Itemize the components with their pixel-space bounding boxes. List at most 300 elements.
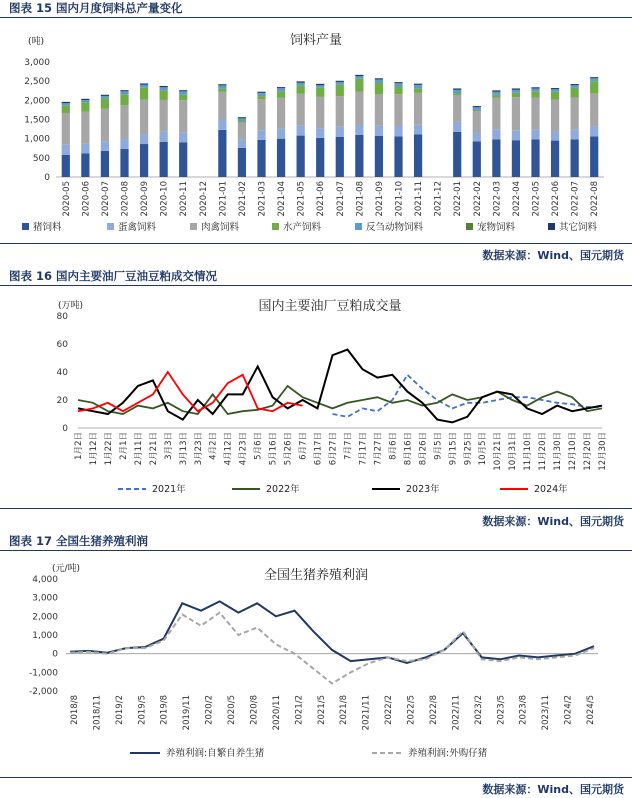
x-tick-label: 7月17日: [358, 432, 369, 466]
bar-segment: [62, 106, 70, 113]
x-tick-label: 2022-02: [472, 181, 483, 217]
legend-label: 反刍动物饲料: [366, 222, 424, 233]
bar-segment: [218, 89, 226, 92]
bar-segment: [316, 88, 324, 97]
x-tick-label: 10月31日: [508, 432, 519, 471]
y-tick-label: 1,000: [24, 134, 50, 145]
x-tick-label: 2020-09: [140, 181, 151, 217]
x-tick-label: 7月7日: [343, 432, 354, 460]
x-tick-label: 2018/8: [70, 695, 80, 725]
legend-label: 蛋禽饲料: [118, 222, 157, 233]
x-tick-label: 4月23日: [238, 432, 249, 466]
section-divider: [0, 285, 632, 286]
bar-segment: [140, 83, 148, 84]
bar-segment: [297, 83, 305, 85]
bar-segment: [101, 141, 109, 151]
bar-segment: [81, 153, 89, 177]
bar-segment: [120, 90, 128, 91]
bar-segment: [160, 87, 168, 90]
y-tick-label: 4,000: [32, 575, 58, 585]
bar-segment: [316, 97, 324, 128]
legend-swatch: [107, 223, 114, 230]
bar-segment: [375, 83, 383, 95]
bar-segment: [473, 133, 481, 142]
bar-segment: [101, 151, 109, 177]
bar-segment: [179, 100, 187, 132]
bar-segment: [531, 87, 539, 88]
bar-segment: [238, 117, 246, 118]
bar-segment: [179, 132, 187, 142]
y-tick-label: 80: [56, 312, 68, 322]
bar-segment: [492, 130, 500, 140]
x-tick-label: 11月10日: [523, 432, 534, 471]
x-tick-label: 2022/8: [428, 695, 439, 725]
bar-segment: [414, 84, 422, 85]
bar-segment: [453, 132, 461, 177]
bar-segment: [571, 139, 579, 177]
legend-label: 养殖利润:自繁自养生猪: [166, 748, 265, 759]
bar-segment: [355, 92, 363, 125]
bar-segment: [140, 85, 148, 88]
bar-segment: [62, 145, 70, 155]
bar-segment: [551, 131, 559, 141]
x-tick-label: 2024/2: [563, 695, 574, 725]
data-source: 数据来源：Wind、国元期货: [482, 249, 624, 262]
legend-label: 2021年: [152, 484, 186, 495]
x-tick-label: 2019/5: [137, 695, 148, 725]
section-divider: [0, 508, 632, 509]
y-tick-label: 20: [56, 396, 68, 406]
bar-segment: [120, 94, 128, 105]
bar-segment: [81, 144, 89, 154]
section-divider: [0, 17, 632, 18]
bar-segment: [394, 136, 402, 177]
y-axis-unit: (元/吨): [52, 564, 81, 574]
bar-segment: [394, 84, 402, 87]
x-tick-label: 4月12日: [223, 432, 234, 466]
bar-segment: [238, 139, 246, 147]
bar-segment: [453, 93, 461, 95]
bar-segment: [316, 128, 324, 138]
x-tick-label: 2021-07: [335, 181, 346, 217]
x-tick-label: 2月21日: [148, 432, 159, 466]
bar-segment: [512, 130, 520, 140]
x-tick-label: 3月13日: [178, 432, 189, 466]
bar-segment: [160, 86, 168, 87]
bar-segment: [120, 105, 128, 139]
feed-production-chart: [0, 20, 632, 245]
legend-swatch: [466, 223, 473, 230]
x-tick-label: 2019/11: [182, 695, 193, 731]
bar-segment: [571, 130, 579, 140]
x-tick-label: 2023/11: [541, 695, 552, 731]
bar-segment: [551, 92, 559, 100]
x-tick-label: 1月12日: [88, 432, 99, 466]
bar-segment: [81, 111, 89, 143]
bar-segment: [218, 84, 226, 85]
x-tick-label: 2022/5: [406, 695, 417, 725]
legend-label: 水产饲料: [283, 222, 322, 233]
x-tick-label: 5月16日: [268, 432, 279, 466]
bar-segment: [140, 134, 148, 144]
bar-segment: [590, 79, 598, 81]
x-tick-label: 2020-10: [159, 181, 170, 217]
bar-segment: [140, 88, 148, 100]
bar-segment: [375, 94, 383, 126]
bar-segment: [453, 90, 461, 93]
x-tick-label: 2021-09: [374, 181, 385, 217]
bar-segment: [277, 87, 285, 88]
legend-label: 肉禽饲料: [201, 222, 240, 233]
y-tick-label: -2,000: [28, 687, 58, 697]
bar-segment: [394, 82, 402, 83]
bar-segment: [218, 92, 226, 120]
bar-segment: [336, 85, 344, 97]
data-source: 数据来源：Wind、国元期货: [482, 783, 624, 796]
bar-segment: [120, 149, 128, 177]
bar-segment: [512, 97, 520, 130]
legend-swatch: [190, 223, 197, 230]
bar-segment: [473, 141, 481, 177]
bar-segment: [101, 95, 109, 96]
x-tick-label: 2020/5: [227, 695, 238, 725]
bar-segment: [512, 88, 520, 89]
bar-segment: [355, 79, 363, 92]
bar-segment: [179, 92, 187, 95]
bar-segment: [414, 124, 422, 134]
bar-segment: [375, 78, 383, 79]
bar-segment: [551, 90, 559, 92]
bar-segment: [297, 85, 305, 93]
x-tick-label: 2022-05: [531, 181, 542, 217]
x-tick-label: 2021-06: [316, 181, 327, 217]
x-tick-label: 5月26日: [283, 432, 294, 466]
y-tick-label: 1,500: [24, 115, 50, 126]
x-tick-label: 12月20日: [583, 432, 594, 471]
bar-segment: [492, 139, 500, 177]
bar-segment: [62, 103, 70, 105]
bar-segment: [531, 97, 539, 129]
bar-segment: [160, 131, 168, 141]
bar-segment: [238, 148, 246, 177]
bar-segment: [101, 99, 109, 109]
bar-segment: [336, 96, 344, 127]
bar-segment: [571, 97, 579, 129]
bar-segment: [316, 84, 324, 85]
bar-segment: [277, 129, 285, 139]
x-tick-label: 2020/8: [249, 695, 260, 725]
data-source: 数据来源：Wind、国元期货: [482, 515, 624, 528]
x-tick-label: 6月17日: [313, 432, 324, 466]
bar-segment: [414, 134, 422, 177]
bar-segment: [257, 93, 265, 96]
bar-segment: [571, 88, 579, 98]
x-tick-label: 2021-02: [237, 181, 248, 217]
bar-segment: [81, 103, 89, 112]
soymeal-volume-chart: [0, 288, 632, 506]
x-tick-label: 1月22日: [103, 432, 114, 466]
legend-swatch: [355, 223, 362, 230]
x-tick-label: 8月6日: [388, 432, 399, 460]
bar-segment: [316, 138, 324, 177]
x-tick-label: 2019/2: [114, 695, 125, 725]
y-tick-label: 0: [62, 424, 68, 434]
x-tick-label: 2月1日: [118, 432, 129, 460]
section-title-hog-profit: 图表 17 全国生猪养殖利润: [9, 534, 149, 548]
y-tick-label: 0: [44, 173, 50, 183]
bar-segment: [531, 139, 539, 177]
bar-segment: [297, 81, 305, 82]
bar-segment: [336, 137, 344, 177]
bar-segment: [277, 89, 285, 92]
x-tick-label: 2021-10: [394, 181, 405, 217]
x-tick-label: 2021/5: [316, 695, 327, 725]
x-tick-label: 2022/2: [384, 695, 395, 725]
x-tick-label: 8月26日: [418, 432, 429, 466]
bar-segment: [238, 121, 246, 123]
section-title-soymeal: 图表 16 国内主要油厂豆油豆粕成交情况: [9, 269, 218, 283]
bar-segment: [81, 100, 89, 102]
bar-segment: [336, 82, 344, 84]
bar-segment: [179, 143, 187, 178]
legend-label: 2022年: [266, 484, 300, 495]
legend-label: 养殖利润:外购仔猪: [408, 748, 488, 759]
bar-segment: [492, 97, 500, 129]
bar-segment: [590, 81, 598, 93]
y-tick-label: 3,000: [24, 58, 50, 68]
bar-segment: [453, 95, 461, 121]
y-tick-label: -1,000: [28, 668, 58, 679]
bar-segment: [316, 85, 324, 87]
bar-segment: [336, 127, 344, 137]
bar-segment: [160, 100, 168, 131]
bar-segment: [590, 93, 598, 126]
y-tick-label: 0: [52, 649, 58, 660]
x-tick-label: 2022-08: [590, 181, 601, 217]
bar-segment: [414, 93, 422, 124]
bar-segment: [120, 139, 128, 149]
x-tick-label: 2020/11: [271, 695, 282, 731]
bar-segment: [257, 96, 265, 99]
legend-label: 2023年: [406, 484, 440, 495]
x-tick-label: 2023/2: [473, 695, 484, 725]
legend-label: 猪饲料: [33, 222, 62, 233]
x-tick-label: 2023/5: [496, 695, 507, 725]
legend-swatch: [22, 223, 29, 230]
bar-segment: [140, 100, 148, 135]
x-tick-label: 2020/2: [204, 695, 215, 725]
bar-segment: [160, 142, 168, 177]
bar-segment: [551, 141, 559, 177]
bar-segment: [492, 95, 500, 98]
x-tick-label: 6月7日: [298, 432, 309, 460]
bar-segment: [238, 123, 246, 140]
bar-segment: [101, 109, 109, 142]
bar-segment: [453, 88, 461, 89]
x-tick-label: 2021-11: [414, 181, 425, 217]
x-tick-label: 2021-08: [355, 181, 366, 217]
bar-segment: [512, 140, 520, 177]
bar-segment: [512, 90, 520, 93]
x-tick-label: 2022-06: [551, 181, 562, 217]
x-tick-label: 2022/11: [451, 695, 462, 731]
bar-segment: [551, 88, 559, 89]
x-tick-label: 10月5日: [478, 432, 489, 466]
bar-segment: [355, 75, 363, 76]
bar-segment: [375, 136, 383, 177]
legend-label: 其它饲料: [559, 222, 598, 233]
section-divider: [0, 243, 632, 244]
bar-segment: [120, 92, 128, 94]
y-tick-label: 40: [56, 368, 68, 378]
x-tick-label: 2023/8: [518, 695, 529, 725]
x-tick-label: 2019/8: [159, 695, 170, 725]
bar-segment: [257, 92, 265, 93]
series-line: [70, 613, 594, 684]
chart-title: 全国生猪养殖利润: [263, 568, 369, 583]
x-tick-label: 2020-11: [179, 181, 190, 217]
bar-segment: [492, 92, 500, 95]
section-divider: [0, 777, 632, 778]
bar-segment: [179, 90, 187, 91]
bar-segment: [297, 136, 305, 177]
x-tick-label: 4月2日: [208, 432, 219, 460]
x-tick-label: 10月21日: [493, 432, 504, 471]
series-line: [333, 375, 603, 417]
bar-segment: [81, 99, 89, 100]
x-tick-label: 2021/2: [294, 695, 305, 725]
bar-segment: [101, 96, 109, 98]
x-tick-label: 2020-06: [81, 181, 92, 217]
y-tick-label: 3,000: [32, 593, 58, 604]
x-tick-label: 2022-04: [511, 181, 522, 217]
x-tick-label: 7月27日: [373, 432, 384, 466]
bar-segment: [394, 87, 402, 95]
x-tick-label: 2020-12: [198, 181, 209, 217]
bar-segment: [218, 120, 226, 130]
bar-segment: [531, 130, 539, 140]
x-tick-label: 2018/11: [92, 695, 103, 731]
bar-segment: [590, 136, 598, 177]
x-tick-label: 3月3日: [163, 432, 174, 460]
bar-segment: [571, 86, 579, 88]
bar-segment: [140, 144, 148, 177]
x-tick-label: 12月30日: [598, 432, 608, 471]
series-line: [78, 350, 602, 423]
x-tick-label: 2021/11: [361, 695, 372, 731]
bar-segment: [414, 88, 422, 93]
bar-segment: [453, 121, 461, 131]
bar-segment: [492, 90, 500, 91]
bar-segment: [531, 91, 539, 97]
x-tick-label: 2021-01: [218, 181, 229, 217]
x-tick-label: 9月25日: [463, 432, 474, 466]
x-tick-label: 11月20日: [538, 432, 549, 471]
x-tick-label: 12月10日: [568, 432, 579, 471]
bar-segment: [257, 99, 265, 130]
bar-segment: [257, 140, 265, 177]
chart-title: 饲料产量: [289, 33, 343, 48]
bar-segment: [62, 102, 70, 103]
x-tick-label: 2月11日: [133, 432, 144, 466]
x-tick-label: 6月27日: [328, 432, 339, 466]
bar-segment: [590, 77, 598, 78]
bar-segment: [160, 90, 168, 100]
bar-segment: [414, 85, 422, 88]
x-tick-label: 2021-04: [277, 181, 288, 217]
bar-segment: [473, 106, 481, 107]
bar-segment: [394, 94, 402, 126]
bar-segment: [473, 108, 481, 110]
x-tick-label: 2020-08: [120, 181, 131, 217]
y-tick-label: 1,000: [32, 631, 58, 641]
bar-segment: [218, 86, 226, 89]
bar-segment: [590, 126, 598, 136]
x-tick-label: 2021-05: [296, 181, 307, 217]
bar-segment: [179, 95, 187, 100]
bar-segment: [571, 84, 579, 85]
hog-profit-chart: [0, 553, 632, 775]
bar-segment: [375, 80, 383, 83]
x-tick-label: 2022-07: [570, 181, 581, 217]
x-tick-label: 1月2日: [74, 432, 84, 460]
x-tick-label: 2024/5: [586, 695, 596, 725]
bar-segment: [62, 113, 70, 145]
bar-segment: [297, 94, 305, 126]
x-tick-label: 8月16日: [403, 432, 414, 466]
legend-swatch: [548, 223, 555, 230]
x-tick-label: 9月5日: [433, 432, 444, 460]
y-tick-label: 2,500: [24, 77, 50, 88]
bar-segment: [277, 139, 285, 177]
x-tick-label: 5月6日: [253, 432, 264, 460]
x-tick-label: 2022-03: [492, 181, 503, 217]
bar-segment: [218, 130, 226, 177]
x-tick-label: 2022-01: [453, 181, 464, 217]
x-tick-label: 2021-03: [257, 181, 268, 217]
x-tick-label: 2020-07: [100, 181, 111, 217]
bar-segment: [297, 126, 305, 136]
bar-segment: [355, 135, 363, 177]
bar-segment: [62, 155, 70, 177]
bar-segment: [355, 76, 363, 78]
y-axis-unit: (吨): [28, 37, 45, 47]
bar-segment: [473, 111, 481, 132]
bar-segment: [531, 89, 539, 91]
section-divider: [0, 550, 632, 551]
y-axis-unit: (万吨): [58, 301, 84, 311]
bar-segment: [375, 126, 383, 136]
bar-segment: [257, 130, 265, 140]
chart-title: 国内主要油厂豆粕成交量: [258, 299, 402, 314]
section-title-feed: 图表 15 国内月度饲料总产量变化: [9, 1, 183, 15]
y-tick-label: 500: [32, 153, 50, 164]
x-tick-label: 2020-05: [61, 181, 72, 217]
legend-label: 宠物饲料: [477, 222, 516, 233]
x-tick-label: 3月23日: [193, 432, 204, 466]
x-tick-label: 11月30日: [553, 432, 564, 471]
bar-segment: [277, 98, 285, 129]
legend-swatch: [272, 223, 279, 230]
bar-segment: [238, 119, 246, 121]
legend-label: 2024年: [534, 484, 568, 495]
bar-segment: [355, 124, 363, 134]
bar-segment: [336, 81, 344, 82]
x-tick-label: 9月15日: [448, 432, 459, 466]
y-tick-label: 60: [56, 340, 68, 350]
y-tick-label: 2,000: [32, 612, 58, 623]
bar-segment: [394, 126, 402, 136]
